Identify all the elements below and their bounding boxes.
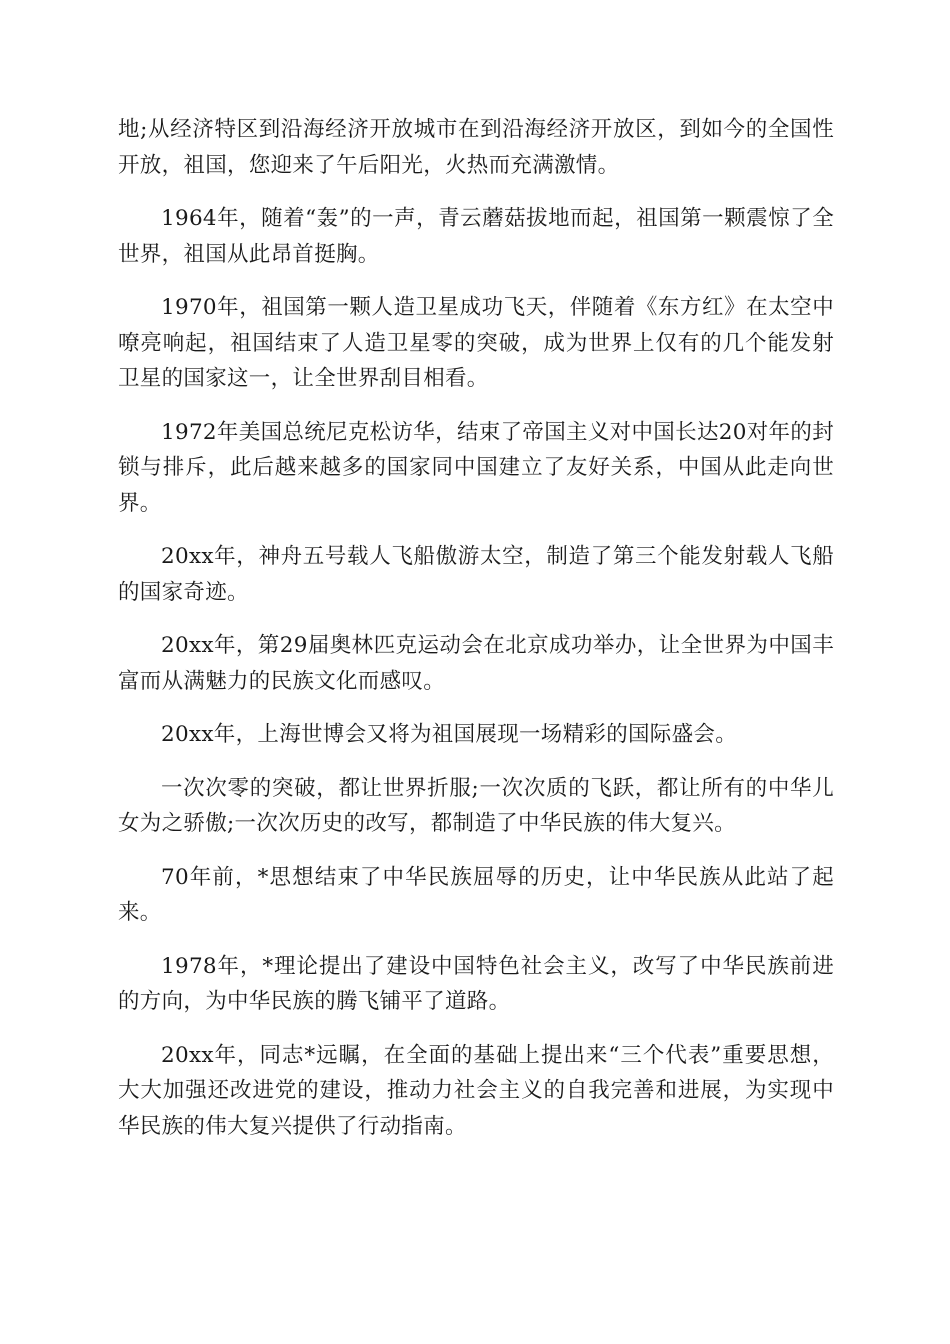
document-body bbox=[118, 112, 834, 1162]
paragraph-1978: 1978年，*理论提出了建设中国特色社会主义，改写了中华民族前进的方向，为中华民族的腾飞铺平了道路。 bbox=[118, 953, 834, 1014]
paragraph-1970: 1970年，祖国第一颗人造卫星成功飞天，伴随着《东方红》在太空中嘹亮响起，祖国结束了人造卫星零的突破，成为世界上仅有的几个能发射卫星的国家这一，让全世界刮目相看。 bbox=[118, 295, 834, 391]
paragraph-1972: 1972年美国总统尼克松访华，结束了帝国主义对中国长达20对年的封锁与排斥，此后越来越多的国家同中国建立了友好关系，中国从此走向世界。 bbox=[118, 419, 834, 516]
paragraph-three-represents: 20xx年，同志*远瞩，在全面的基础上提出来“三个代表”重要思想，大大加强还改进党的建设，推动力社会主义的自我完善和进展，为实现中华民族的伟大复兴提供了行动指南。 bbox=[118, 1042, 834, 1139]
paragraph-continuation: 地;从经济特区到沿海经济开放城市在到沿海经济开放区，到如今的全国性开放，祖国，您迎来了午后阳光，火热而充满激情。 bbox=[118, 117, 834, 178]
paragraph-shenzhou: 20xx年，神舟五号载人飞船傲游太空，制造了第三个能发射载人飞船的国家奇迹。 bbox=[118, 544, 834, 605]
paragraph-1964: 1964年，随着“轰”的一声，青云蘑菇拔地而起，祖国第一颗震惊了全世界，祖国从此昂首挺胸。 bbox=[118, 206, 834, 267]
paragraph-olympics: 20xx年，第29届奥林匹克运动会在北京成功举办，让全世界为中国丰富而从满魅力的民族文化而感叹。 bbox=[118, 633, 834, 694]
paragraph-70-years: 70年前，*思想结束了中华民族屈辱的历史，让中华民族从此站了起来。 bbox=[118, 864, 834, 925]
paragraph-expo: 20xx年，上海世博会又将为祖国展现一场精彩的国际盛会。 bbox=[161, 722, 738, 747]
paragraph-breakthroughs: 一次次零的突破，都让世界折服;一次次质的飞跃，都让所有的中华儿女为之骄傲;一次次历史的改写，都制造了中华民族的伟大复兴。 bbox=[118, 775, 834, 836]
